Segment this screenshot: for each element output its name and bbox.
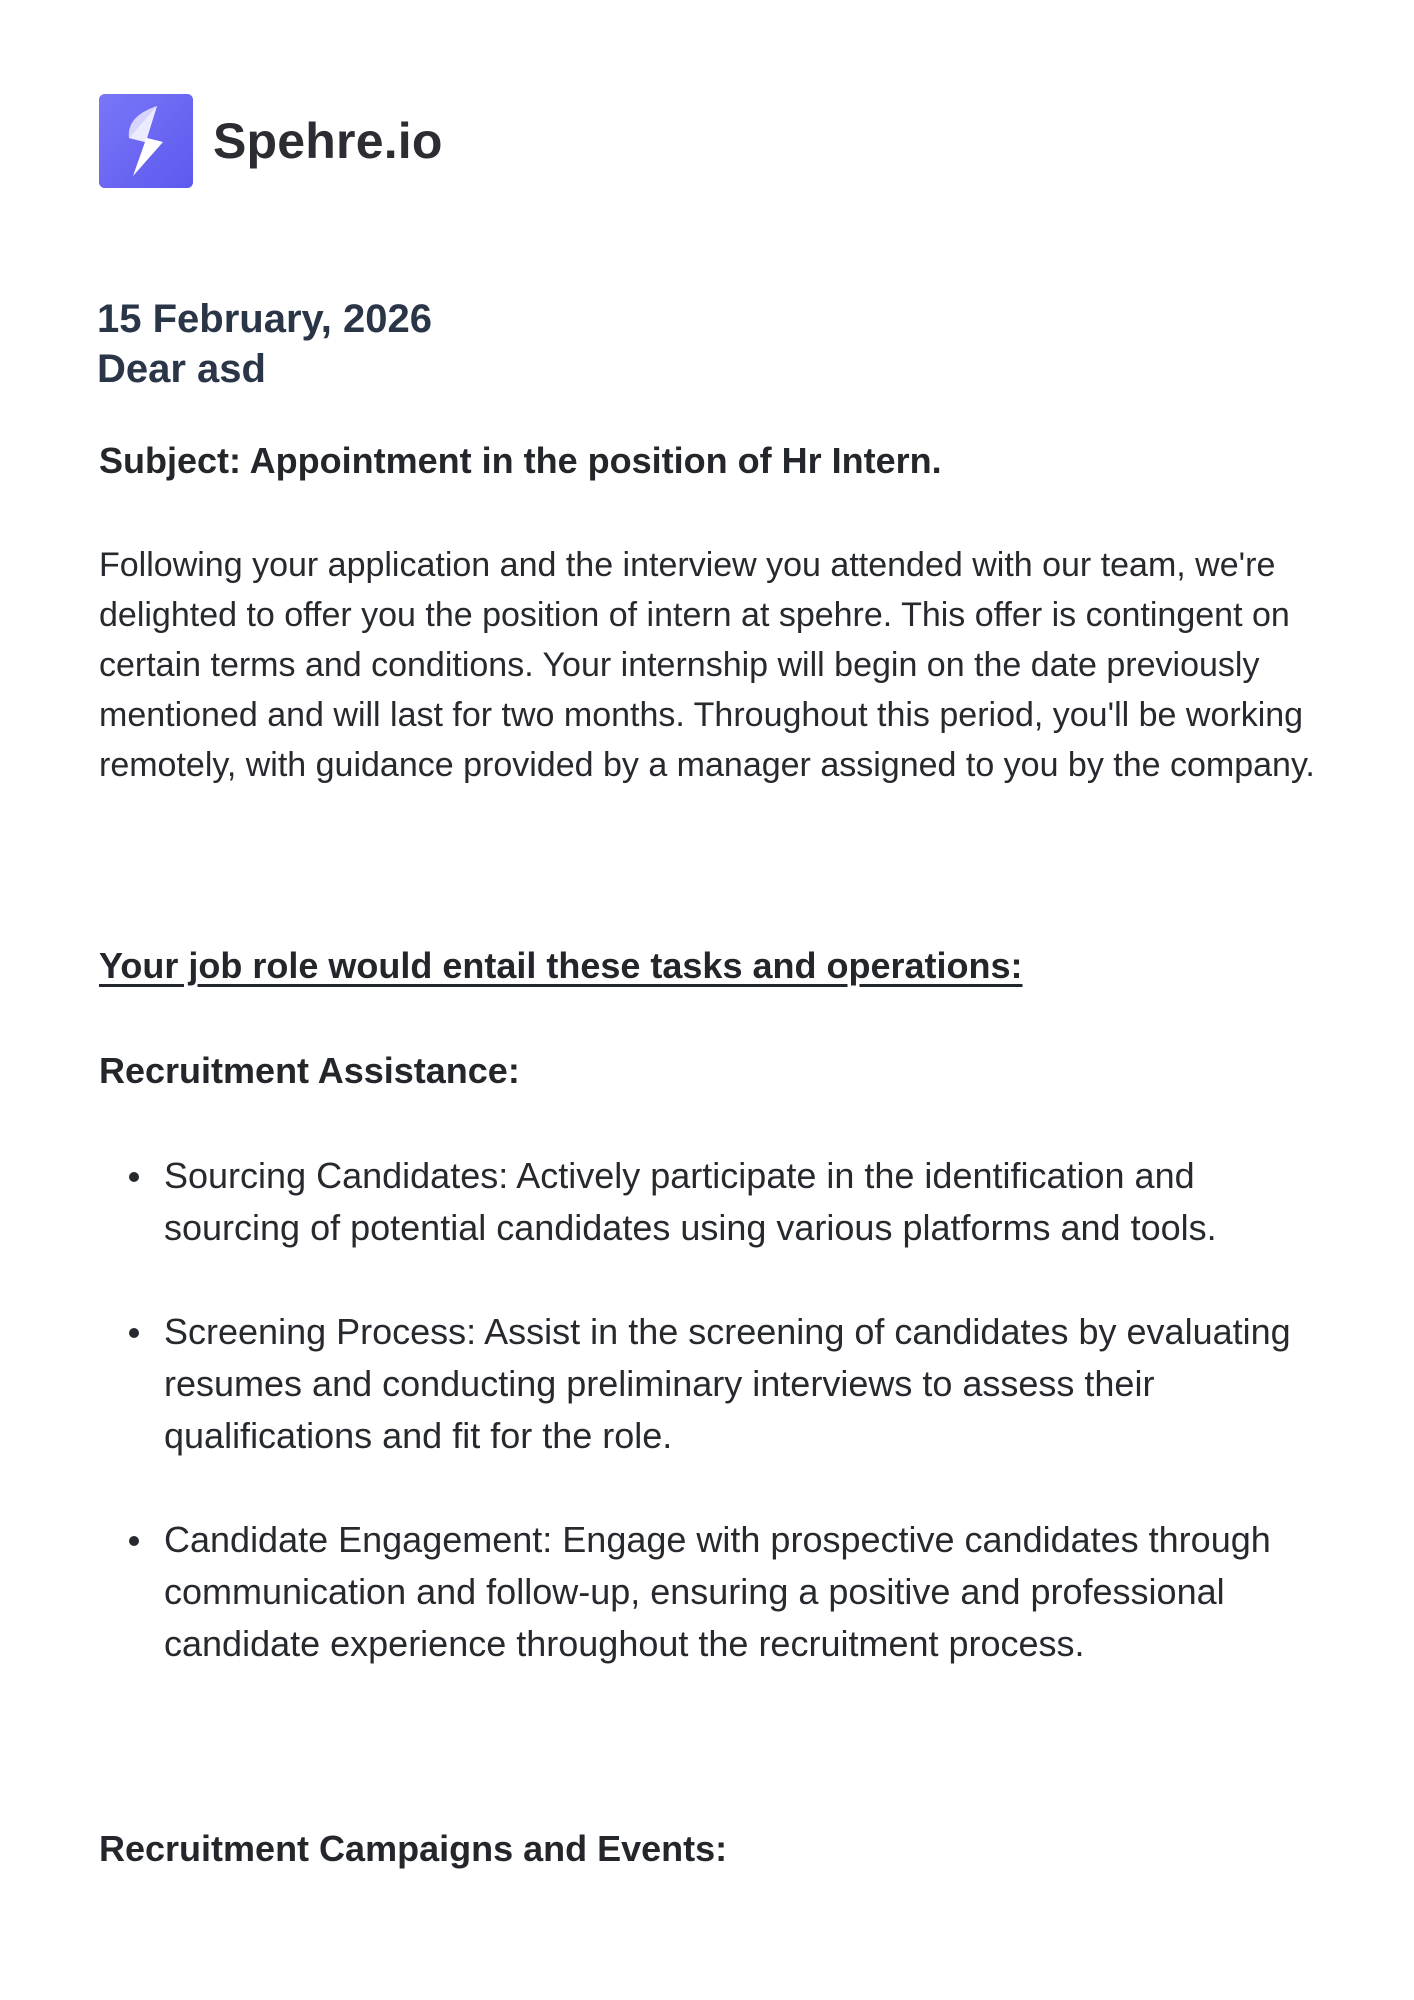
letter-subject: Subject: Appointment in the position of Hr Intern.	[99, 440, 942, 481]
bullet-icon	[129, 1328, 139, 1338]
letter-greeting: Dear asd	[97, 347, 266, 391]
bullet-icon	[129, 1536, 139, 1546]
list-item	[99, 1306, 1339, 1462]
task-text: Sourcing Candidates: Actively participate in the identification and sourcing of potential candidates using various platforms and tools.	[164, 1155, 1217, 1248]
list-item	[99, 1514, 1339, 1670]
brand-header	[99, 94, 443, 188]
letter-date: 15 February, 2026	[97, 297, 433, 341]
list-item	[99, 1150, 1339, 1254]
task-text: Candidate Engagement: Engage with prospective candidates through communication and follow-up, ensuring a positive and professional candidate experience throughout the recruitment process.	[164, 1519, 1271, 1664]
section-heading: Recruitment Assistance:	[99, 1050, 520, 1091]
task-list	[99, 1150, 1329, 1722]
task-text: Screening Process: Assist in the screening of candidates by evaluating resumes and conducting preliminary interviews to assess their qualifications and fit for the role.	[164, 1311, 1291, 1456]
role-heading: Your job role would entail these tasks and operations:	[99, 945, 1023, 986]
section-heading: Recruitment Campaigns and Events:	[99, 1828, 728, 1869]
bullet-icon	[129, 1172, 139, 1182]
s-bolt-logo-icon	[99, 94, 193, 188]
intro-paragraph: Following your application and the interview you attended with our team, we're delighted to offer you the position of intern at spehre. This offer is contingent on certain terms and conditions. Your internship will begin on the date previously mentioned and will last for two months. Throughout this period, you'll be working remotely, with guidance provided by a manager assigned to you by the company.	[99, 546, 1315, 784]
brand-name: Spehre.io	[213, 113, 443, 169]
